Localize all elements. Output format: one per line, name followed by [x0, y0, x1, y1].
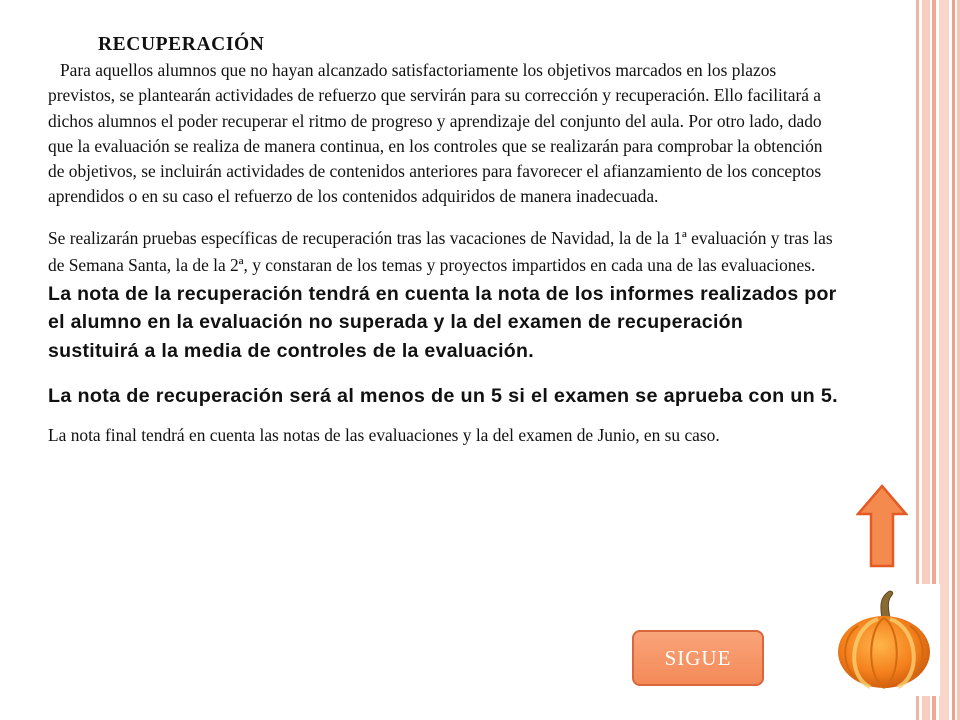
paragraph-2-bold: La nota de la recuperación tendrá en cuenta la nota de los informes realizados por el alumno en la evaluación no superada y la del examen de recuperación sustituirá a la media de controles de la evaluación.	[48, 282, 837, 362]
paragraph-1: Para aquellos alumnos que no hayan alcanzado satisfactoriamente los objetivos marcados en los plazos previstos, se plantearán actividades de refuerzo que servirán para su corrección y recuperación. Ello facilitará a dichos alumnos el poder recuperar el ritmo de progreso y aprendizaje del conjunto del aula. Por otro lado, dado que la evaluación se realiza de manera continua, en los controles que se realizarán para comprobar la obtención de objetivos, se incluirán actividades de contenidos anteriores para favorecer el afianzamiento de los conceptos aprendidos o en su caso el refuerzo de los contenidos adquiridos de manera inadecuada.	[48, 60, 823, 207]
paragraph-2-normal: Se realizarán pruebas específicas de recuperación tras las vacaciones de Navidad, la de la 1ª evaluación y tras las de Semana Santa, la de la 2ª, y constaran de los temas y proyectos impartidos en cada una de las evaluaciones.	[48, 227, 833, 276]
next-button[interactable]: SIGUE	[632, 630, 764, 686]
slide-content	[48, 34, 838, 448]
paragraph-3: La nota de recuperación será al menos de un 5 si el examen se aprueba con un 5.	[48, 385, 838, 408]
slide-title: RECUPERACIÓN	[98, 34, 265, 55]
paragraph-4: La nota final tendrá en cuenta las notas de las evaluaciones y la del examen de Junio, en su caso.	[48, 425, 720, 446]
paragraph-2	[48, 226, 838, 365]
arrow-up-icon[interactable]	[856, 484, 908, 568]
pumpkin-image	[828, 584, 940, 696]
